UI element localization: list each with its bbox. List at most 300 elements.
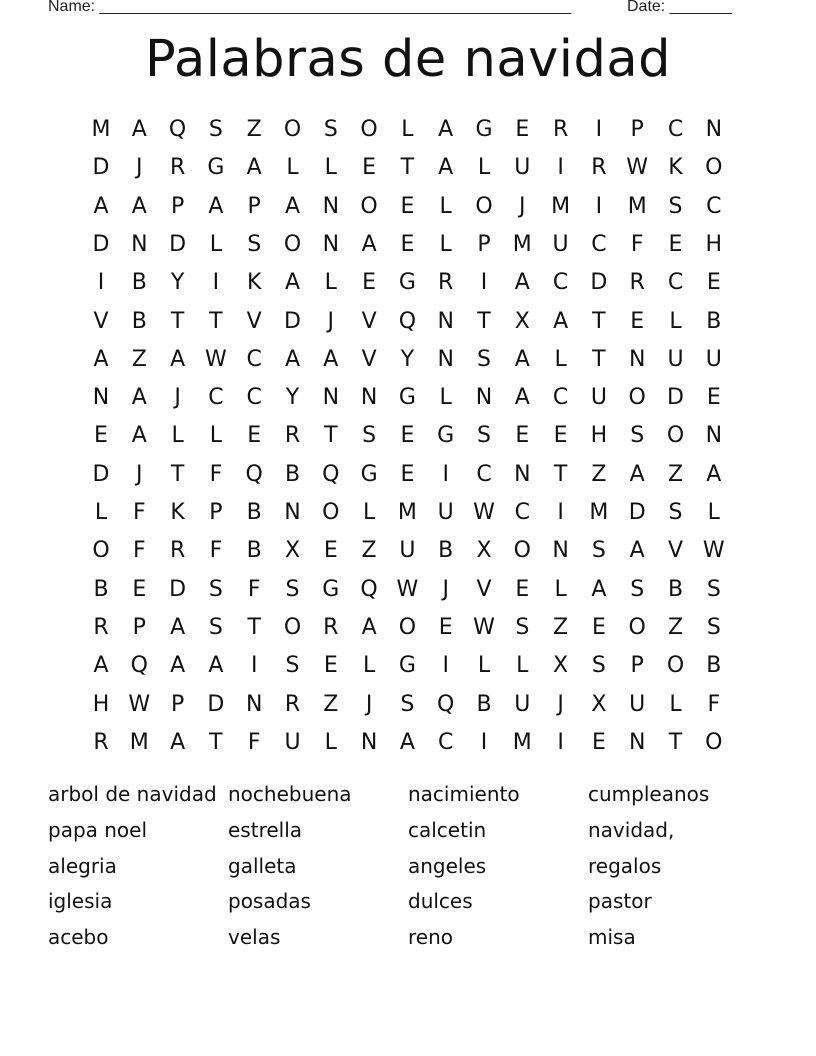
grid-cell[interactable]: Z (131, 346, 147, 372)
grid-cell[interactable]: Q (245, 461, 263, 487)
grid-cell[interactable]: E (400, 231, 415, 257)
grid-cell[interactable]: S (630, 576, 645, 602)
grid-cell[interactable]: B (246, 538, 262, 564)
grid-cell[interactable]: Z (591, 461, 607, 487)
grid-cell[interactable]: R (169, 155, 186, 181)
grid-cell[interactable]: F (247, 729, 261, 755)
grid-cell[interactable]: I (595, 117, 603, 142)
grid-cell[interactable]: L (324, 270, 337, 296)
grid-cell[interactable]: J (174, 385, 181, 411)
grid-cell[interactable]: A (208, 193, 224, 219)
grid-cell[interactable]: L (94, 500, 108, 525)
grid-cell[interactable]: G (398, 653, 416, 679)
grid-cell[interactable]: U (399, 538, 416, 564)
grid-cell[interactable]: F (132, 538, 146, 564)
grid-cell[interactable]: N (475, 385, 493, 411)
grid-cell[interactable]: J (365, 691, 373, 717)
grid-cell[interactable]: M (512, 231, 532, 257)
grid-cell[interactable]: T (668, 729, 683, 755)
grid-cell[interactable]: P (247, 193, 261, 219)
grid-cell[interactable]: G (207, 155, 225, 181)
grid-cell[interactable]: S (515, 614, 530, 640)
grid-cell[interactable]: O (360, 193, 378, 219)
grid-cell[interactable]: E (400, 193, 415, 219)
grid-cell[interactable]: L (209, 231, 223, 257)
grid-cell[interactable]: L (477, 155, 491, 181)
grid-cell[interactable]: K (246, 270, 262, 296)
grid-cell[interactable]: E (362, 155, 377, 181)
grid-cell[interactable]: N (322, 385, 340, 411)
grid-cell[interactable]: S (630, 423, 645, 449)
grid-cell[interactable]: B (93, 576, 109, 602)
grid-cell[interactable]: Y (400, 346, 415, 372)
grid-cell[interactable]: G (475, 117, 493, 142)
grid-cell[interactable]: A (284, 193, 301, 219)
grid-cell[interactable]: N (322, 231, 340, 257)
grid-cell[interactable]: C (476, 461, 492, 487)
grid-cell[interactable]: F (132, 500, 146, 525)
grid-cell[interactable]: R (323, 614, 339, 640)
grid-cell[interactable]: S (285, 653, 300, 679)
grid-cell[interactable]: T (477, 308, 491, 334)
grid-cell[interactable]: V (93, 308, 109, 334)
grid-cell[interactable]: W (473, 614, 495, 640)
grid-cell[interactable]: E (706, 270, 721, 296)
grid-cell[interactable]: L (554, 346, 567, 372)
grid-cell[interactable]: D (92, 231, 110, 257)
grid-cell[interactable]: W (128, 691, 151, 717)
grid-cell[interactable]: L (439, 231, 452, 257)
grid-cell[interactable]: S (362, 423, 377, 449)
grid-cell[interactable]: L (516, 653, 529, 679)
grid-cell[interactable]: A (284, 270, 301, 296)
grid-cell[interactable]: A (591, 576, 607, 602)
grid-cell[interactable]: L (669, 308, 682, 334)
grid-cell[interactable]: N (360, 385, 378, 411)
grid-cell[interactable]: U (667, 346, 684, 372)
grid-cell[interactable]: P (132, 614, 146, 640)
grid-cell[interactable]: R (93, 729, 109, 755)
grid-cell[interactable]: X (284, 538, 301, 564)
grid-cell[interactable]: J (136, 461, 143, 487)
grid-cell[interactable]: L (554, 576, 567, 602)
grid-cell[interactable]: C (438, 729, 454, 755)
grid-cell[interactable]: O (628, 614, 646, 640)
grid-cell[interactable]: N (437, 346, 454, 372)
grid-cell[interactable]: V (667, 538, 684, 564)
grid-cell[interactable]: X (476, 538, 492, 564)
page-title: Palabras de navidad (145, 30, 671, 89)
grid-cell[interactable]: P (170, 193, 185, 219)
grid-cell[interactable]: P (170, 691, 185, 717)
grid-cell[interactable]: N (628, 346, 646, 372)
grid-cell[interactable]: A (170, 729, 186, 755)
grid-cell[interactable]: O (322, 500, 340, 525)
grid-cell[interactable]: E (515, 117, 530, 142)
grid-cell[interactable]: N (705, 117, 723, 142)
grid-cell[interactable]: I (480, 270, 488, 296)
grid-cell[interactable]: N (514, 461, 531, 487)
grid-cell[interactable]: S (208, 117, 223, 142)
grid-cell[interactable]: D (92, 155, 110, 181)
grid-cell[interactable]: V (361, 346, 377, 372)
grid-cell[interactable]: A (131, 423, 147, 449)
grid-cell[interactable]: V (246, 308, 262, 334)
grid-cell[interactable]: Q (437, 691, 455, 717)
grid-cell[interactable]: B (246, 500, 262, 525)
grid-cell[interactable]: Z (361, 538, 377, 564)
grid-cell[interactable]: T (400, 155, 415, 181)
grid-cell[interactable]: I (442, 653, 449, 679)
grid-cell[interactable]: D (284, 308, 301, 334)
grid-cell[interactable]: A (514, 346, 530, 372)
grid-cell[interactable]: A (514, 385, 530, 411)
grid-cell[interactable]: A (131, 385, 147, 411)
grid-cell[interactable]: R (552, 117, 569, 142)
grid-cell[interactable]: X (553, 653, 569, 679)
grid-cell[interactable]: T (170, 461, 185, 487)
grid-cell[interactable]: J (557, 691, 564, 717)
grid-cell[interactable]: E (515, 576, 530, 602)
grid-cell[interactable]: W (205, 346, 227, 372)
grid-cell[interactable]: A (284, 346, 301, 372)
grid-cell[interactable]: S (208, 576, 223, 602)
grid-cell[interactable]: O (705, 155, 723, 181)
grid-cell[interactable]: A (246, 155, 262, 181)
grid-cell[interactable]: D (207, 691, 225, 717)
grid-cell[interactable]: Q (322, 461, 340, 487)
grid-cell[interactable]: B (706, 308, 722, 334)
grid-cell[interactable]: I (557, 729, 564, 755)
grid-cell[interactable]: R (169, 538, 186, 564)
grid-cell[interactable]: A (131, 117, 147, 142)
grid-cell[interactable]: C (552, 270, 569, 296)
grid-cell[interactable]: C (706, 193, 722, 219)
grid-cell[interactable]: N (360, 729, 378, 755)
grid-cell[interactable]: T (553, 461, 568, 487)
grid-cell[interactable]: L (171, 423, 184, 449)
grid-cell[interactable]: U (705, 346, 722, 372)
grid-cell[interactable]: U (629, 691, 646, 717)
grid-cell[interactable]: U (514, 691, 531, 717)
grid-cell[interactable]: Y (285, 385, 300, 411)
grid-cell[interactable]: R (284, 691, 301, 717)
grid-cell[interactable]: E (247, 423, 262, 449)
grid-cell[interactable]: P (630, 117, 644, 142)
grid-cell[interactable]: A (706, 461, 722, 487)
grid-cell[interactable]: F (630, 231, 644, 257)
word-list-item: arbol de navidad (48, 782, 217, 806)
grid-cell[interactable]: A (629, 461, 645, 487)
grid-cell[interactable]: P (630, 653, 644, 679)
grid-cell[interactable]: M (91, 117, 111, 142)
grid-cell[interactable]: Q (360, 576, 378, 602)
grid-cell[interactable]: E (591, 729, 606, 755)
grid-cell[interactable]: B (131, 270, 147, 296)
grid-cell[interactable]: Y (170, 270, 185, 296)
grid-cell[interactable]: B (438, 538, 454, 564)
grid-cell[interactable]: Z (323, 691, 339, 717)
grid-cell[interactable]: W (396, 576, 419, 602)
grid-cell[interactable]: W (702, 538, 725, 564)
grid-cell[interactable]: P (209, 500, 223, 525)
grid-cell[interactable]: B (131, 308, 147, 334)
grid-cell[interactable]: N (245, 691, 263, 717)
grid-cell[interactable]: R (591, 155, 607, 181)
grid-cell[interactable]: L (439, 193, 452, 219)
grid-cell[interactable]: I (97, 270, 105, 296)
grid-cell[interactable]: R (438, 270, 454, 296)
grid-cell[interactable]: O (283, 231, 302, 257)
grid-cell[interactable]: O (398, 614, 417, 640)
grid-cell[interactable]: T (209, 308, 223, 334)
word-list-item: posadas (228, 889, 311, 914)
grid-cell[interactable]: E (515, 423, 530, 449)
grid-cell[interactable]: V (361, 308, 377, 334)
grid-cell[interactable]: S (668, 500, 683, 525)
grid-cell[interactable]: E (591, 614, 606, 640)
grid-cell[interactable]: P (477, 231, 491, 257)
grid-cell[interactable]: L (707, 500, 720, 525)
grid-cell[interactable]: S (208, 614, 223, 640)
grid-cell[interactable]: A (438, 155, 454, 181)
grid-cell[interactable]: A (93, 346, 109, 372)
grid-cell[interactable]: F (247, 576, 261, 602)
grid-cell[interactable]: B (667, 576, 684, 602)
grid-cell[interactable]: R (284, 423, 301, 449)
grid-cell[interactable]: A (438, 117, 454, 142)
grid-cell[interactable]: C (246, 385, 262, 411)
grid-cell[interactable]: U (590, 385, 607, 411)
grid-cell[interactable]: A (361, 614, 377, 640)
grid-cell[interactable]: G (437, 423, 455, 449)
grid-cell[interactable]: E (323, 653, 338, 679)
word-list-item: angeles (408, 853, 487, 878)
grid-cell[interactable]: Q (168, 117, 187, 142)
grid-cell[interactable]: H (705, 231, 723, 257)
grid-cell[interactable]: N (92, 385, 110, 411)
grid-cell[interactable]: O (666, 423, 685, 449)
grid-cell[interactable]: A (170, 346, 186, 372)
grid-cell[interactable]: A (629, 538, 645, 564)
grid-cell[interactable]: G (322, 576, 340, 602)
grid-cell[interactable]: D (169, 576, 187, 602)
grid-cell[interactable]: X (514, 308, 530, 334)
grid-cell[interactable]: T (592, 346, 606, 372)
grid-cell[interactable]: D (628, 500, 646, 525)
grid-cell[interactable]: E (438, 614, 453, 640)
grid-cell[interactable]: Z (246, 117, 262, 142)
grid-cell[interactable]: J (136, 155, 143, 181)
grid-cell[interactable]: S (477, 423, 491, 449)
grid-cell[interactable]: K (170, 500, 185, 525)
grid-cell[interactable]: I (212, 270, 220, 296)
grid-cell[interactable]: O (513, 538, 531, 564)
grid-cell[interactable]: E (362, 270, 377, 296)
grid-cell[interactable]: O (360, 117, 378, 142)
grid-cell[interactable]: H (92, 691, 110, 717)
grid-cell[interactable]: N (628, 729, 646, 755)
grid-cell[interactable]: A (93, 653, 109, 679)
grid-cell[interactable]: I (557, 500, 564, 525)
grid-cell[interactable]: C (514, 500, 530, 525)
grid-cell[interactable]: M (589, 500, 609, 525)
grid-cell[interactable]: A (399, 729, 415, 755)
grid-cell[interactable]: L (324, 155, 337, 181)
grid-cell[interactable]: W (626, 155, 649, 181)
grid-cell[interactable]: K (668, 155, 683, 181)
grid-cell[interactable]: C (552, 385, 569, 411)
grid-cell[interactable]: M (627, 193, 647, 219)
grid-cell[interactable]: I (595, 193, 603, 219)
grid-cell[interactable]: E (553, 423, 568, 449)
grid-cell[interactable]: L (362, 500, 376, 525)
grid-cell[interactable]: S (706, 576, 721, 602)
grid-cell[interactable]: E (706, 385, 721, 411)
grid-cell[interactable]: D (169, 231, 187, 257)
grid-cell[interactable]: L (477, 653, 491, 679)
grid-cell[interactable]: L (209, 423, 223, 449)
grid-cell[interactable]: N (437, 308, 454, 334)
grid-cell[interactable]: L (439, 385, 452, 411)
grid-cell[interactable]: U (284, 729, 301, 755)
grid-cell[interactable]: A (361, 231, 377, 257)
grid-cell[interactable]: N (284, 500, 301, 525)
grid-cell[interactable]: F (209, 538, 223, 564)
grid-cell[interactable]: T (209, 729, 223, 755)
grid-cell[interactable]: B (706, 653, 722, 679)
grid-cell[interactable]: J (519, 193, 526, 219)
grid-cell[interactable]: S (477, 346, 491, 372)
grid-cell[interactable]: O (628, 385, 646, 411)
grid-cell[interactable]: L (362, 653, 376, 679)
grid-cell[interactable]: A (170, 653, 186, 679)
grid-cell[interactable]: W (473, 500, 495, 525)
name-field[interactable]: Name: _____________________________________________________ (48, 0, 572, 15)
grid-cell[interactable]: N (552, 538, 569, 564)
grid-cell[interactable]: R (93, 614, 109, 640)
grid-cell[interactable]: N (322, 193, 340, 219)
word-list-item: reno (408, 925, 453, 950)
grid-cell[interactable]: G (398, 385, 416, 411)
grid-cell[interactable]: L (669, 691, 682, 717)
grid-cell[interactable]: E (94, 423, 108, 449)
grid-cell[interactable]: A (93, 193, 109, 219)
grid-cell[interactable]: B (476, 691, 492, 717)
grid-cell[interactable]: A (323, 346, 339, 372)
grid-cell[interactable]: N (705, 423, 723, 449)
grid-cell[interactable]: E (400, 461, 415, 487)
grid-cell[interactable]: S (323, 117, 338, 142)
grid-cell[interactable]: O (92, 538, 110, 564)
grid-cell[interactable]: L (324, 729, 337, 755)
grid-cell[interactable]: Z (667, 461, 684, 487)
grid-cell[interactable]: Z (553, 614, 569, 640)
grid-cell[interactable]: Z (667, 614, 684, 640)
grid-cell[interactable]: F (707, 691, 721, 717)
grid-cell[interactable]: U (437, 500, 454, 525)
grid-cell[interactable]: C (591, 231, 607, 257)
grid-cell[interactable]: C (208, 385, 224, 411)
grid-cell[interactable]: A (553, 308, 569, 334)
grid-cell[interactable]: C (246, 346, 262, 372)
grid-cell[interactable]: T (170, 308, 185, 334)
grid-cell[interactable]: T (592, 308, 606, 334)
grid-cell[interactable]: U (514, 155, 531, 181)
grid-cell[interactable]: O (666, 653, 685, 679)
grid-cell[interactable]: G (360, 461, 378, 487)
grid-cell[interactable]: E (132, 576, 147, 602)
grid-cell[interactable]: G (398, 270, 416, 296)
date-field[interactable]: Date: _______ (627, 0, 732, 15)
grid-cell[interactable]: L (401, 117, 414, 142)
grid-cell[interactable]: S (247, 231, 262, 257)
grid-cell[interactable]: F (209, 461, 223, 487)
grid-cell[interactable]: H (590, 423, 608, 449)
grid-cell[interactable]: E (630, 308, 645, 334)
grid-cell[interactable]: J (442, 576, 449, 602)
grid-cell[interactable]: X (591, 691, 607, 717)
grid-cell[interactable]: U (552, 231, 569, 257)
grid-cell[interactable]: E (668, 231, 683, 257)
grid-cell[interactable]: J (327, 308, 335, 334)
grid-cell[interactable]: A (131, 193, 147, 219)
grid-cell[interactable]: A (208, 653, 224, 679)
grid-cell[interactable]: O (283, 614, 302, 640)
grid-cell[interactable]: S (668, 193, 683, 219)
grid-cell[interactable]: S (591, 538, 606, 564)
grid-cell[interactable]: Q (130, 653, 148, 679)
grid-cell[interactable]: S (591, 653, 606, 679)
grid-cell[interactable]: D (667, 385, 684, 411)
grid-cell[interactable]: S (706, 614, 721, 640)
grid-cell[interactable]: M (551, 193, 571, 219)
grid-cell[interactable]: C (667, 270, 684, 296)
grid-cell[interactable]: D (590, 270, 608, 296)
grid-cell[interactable]: O (475, 193, 493, 219)
grid-cell[interactable]: A (170, 614, 186, 640)
grid-cell[interactable]: E (323, 538, 338, 564)
grid-cell[interactable]: M (129, 729, 149, 755)
grid-cell[interactable]: M (397, 500, 417, 525)
grid-cell[interactable]: T (247, 614, 261, 640)
grid-cell[interactable]: M (512, 729, 532, 755)
word-list-item: iglesia (48, 889, 113, 914)
grid-cell[interactable]: B (284, 461, 301, 487)
grid-cell[interactable]: T (324, 423, 338, 449)
grid-cell[interactable]: V (476, 576, 492, 602)
grid-cell[interactable]: R (629, 270, 645, 296)
grid-cell[interactable]: E (400, 423, 415, 449)
word-list-item: estrella (228, 817, 303, 842)
grid-cell[interactable]: I (250, 653, 258, 679)
grid-cell[interactable]: O (283, 117, 302, 142)
word-list-item: nacimiento (408, 782, 520, 806)
grid-cell[interactable]: A (514, 270, 530, 296)
grid-cell[interactable]: I (480, 729, 488, 755)
word-list-item: cumpleanos (588, 782, 710, 806)
grid-cell[interactable]: S (400, 691, 415, 717)
grid-cell[interactable]: Q (398, 308, 417, 334)
grid-cell[interactable]: C (667, 117, 684, 142)
grid-cell[interactable]: N (131, 231, 148, 257)
grid-cell[interactable]: I (442, 461, 449, 487)
grid-cell[interactable]: L (286, 155, 299, 181)
grid-cell[interactable]: D (92, 461, 110, 487)
grid-cell[interactable]: O (705, 729, 723, 755)
grid-cell[interactable]: S (285, 576, 300, 602)
grid-cell[interactable]: I (557, 155, 564, 181)
